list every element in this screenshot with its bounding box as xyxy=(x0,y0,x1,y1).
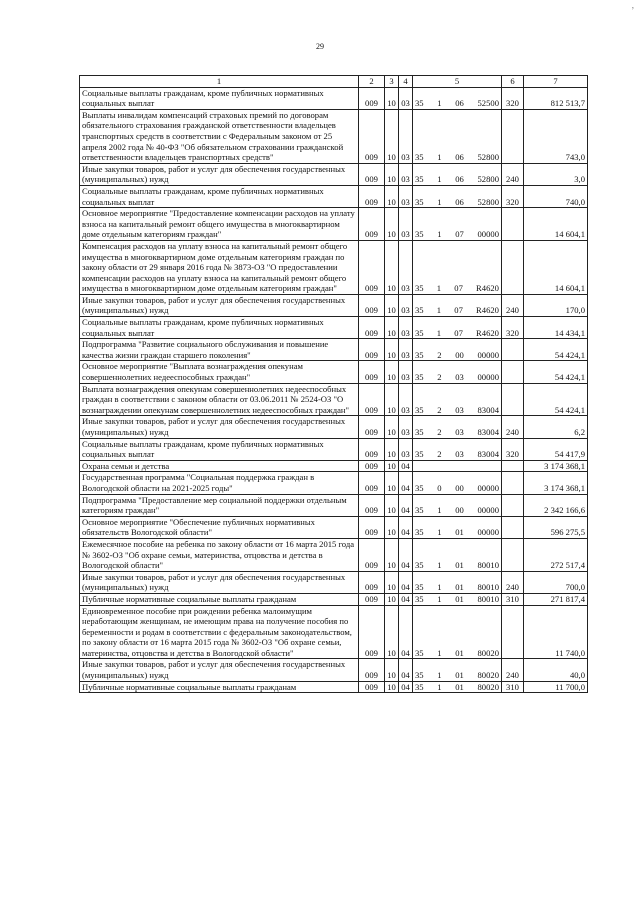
subprogram-code: 1 xyxy=(437,505,442,516)
dept-code: 009 xyxy=(359,317,385,339)
subsection-code: 03 xyxy=(399,87,413,109)
event-code: 01 xyxy=(455,582,464,593)
direction-code: 83004 xyxy=(477,449,499,460)
table-row xyxy=(80,383,588,416)
subsection-code: 04 xyxy=(399,681,413,693)
row-name: Иные закупки товаров, работ и услуг для обеспечения государственных (муниципальных) нужд xyxy=(80,416,359,438)
amount: 272 517,4 xyxy=(524,538,588,571)
program-code: 35 xyxy=(415,449,424,460)
expense-type-code: 240 xyxy=(502,659,524,681)
dept-code: 009 xyxy=(359,538,385,571)
table-row xyxy=(80,571,588,593)
table-row xyxy=(80,361,588,383)
row-name: Публичные нормативные социальные выплаты гражданам xyxy=(80,593,359,605)
amount: 40,0 xyxy=(524,659,588,681)
amount: 6,2 xyxy=(524,416,588,438)
table-row xyxy=(80,185,588,207)
section-code: 10 xyxy=(385,460,399,472)
amount: 3,0 xyxy=(524,163,588,185)
budget-table xyxy=(79,75,588,693)
direction-code: 52800 xyxy=(477,196,499,207)
amount: 743,0 xyxy=(524,109,588,163)
column-number: 1 xyxy=(80,76,359,88)
dept-code: 009 xyxy=(359,659,385,681)
dept-code: 009 xyxy=(359,605,385,659)
program-code: 35 xyxy=(415,505,424,516)
direction-code: 52800 xyxy=(477,174,499,185)
target-article-code xyxy=(413,472,502,494)
section-code: 10 xyxy=(385,593,399,605)
direction-code: 83004 xyxy=(477,427,499,437)
section-code: 10 xyxy=(385,472,399,494)
subsection-code: 03 xyxy=(399,185,413,207)
table-row xyxy=(80,163,588,185)
page-corner-mark: , xyxy=(631,0,634,10)
subsection-code: 03 xyxy=(399,416,413,438)
section-code: 10 xyxy=(385,416,399,438)
section-code: 10 xyxy=(385,240,399,294)
subsection-code: 04 xyxy=(399,494,413,516)
subprogram-code: 0 xyxy=(437,482,442,493)
row-name: Выплата вознаграждения опекунам совершеннолетних недееспособных граждан в соответствии с законом области от 03.06.2011 № 2524-ОЗ "О вознаграждении опекунам совершеннолетних недееспособных граждан" xyxy=(80,383,359,416)
expense-type-code: 240 xyxy=(502,571,524,593)
column-number: 5 xyxy=(413,76,502,88)
dept-code: 009 xyxy=(359,516,385,538)
direction-code: R4620 xyxy=(476,305,499,316)
table-row xyxy=(80,516,588,538)
event-code: 01 xyxy=(455,527,464,538)
subsection-code: 03 xyxy=(399,383,413,416)
section-code: 10 xyxy=(385,163,399,185)
direction-code: R4620 xyxy=(476,327,499,338)
subsection-code: 04 xyxy=(399,460,413,472)
column-number: 4 xyxy=(399,76,413,88)
target-article-code xyxy=(413,109,502,163)
event-code: 01 xyxy=(455,593,464,604)
expense-type-code: 240 xyxy=(502,294,524,316)
expense-type-code xyxy=(502,605,524,659)
table-row xyxy=(80,208,588,241)
amount: 271 817,4 xyxy=(524,593,588,605)
table-row xyxy=(80,472,588,494)
target-article-code xyxy=(413,361,502,383)
section-code: 10 xyxy=(385,516,399,538)
subprogram-code: 1 xyxy=(436,283,442,294)
program-code: 35 xyxy=(415,349,424,360)
event-code: 07 xyxy=(454,283,463,294)
row-name: Иные закупки товаров, работ и услуг для обеспечения государственных (муниципальных) нужд xyxy=(80,571,359,593)
target-article-code xyxy=(413,163,502,185)
expense-type-code: 310 xyxy=(502,593,524,605)
target-article-code xyxy=(413,605,502,659)
row-name: Выплаты инвалидам компенсаций страховых премий по договорам обязательного страхования гражданской ответственности владельцев транспортных средств в соответствии с Федеральным законом от 25 апреля 2002 года № 40-ФЗ "Об обязательном страховании гражданской ответственности владельцев транспортных средств" xyxy=(80,109,359,163)
row-name: Социальные выплаты гражданам, кроме публичных нормативных социальных выплат xyxy=(80,317,359,339)
table-row xyxy=(80,605,588,659)
section-code: 10 xyxy=(385,538,399,571)
event-code: 03 xyxy=(455,372,464,383)
subprogram-code: 1 xyxy=(437,647,442,658)
subsection-code: 03 xyxy=(399,208,413,241)
amount: 54 424,1 xyxy=(524,339,588,361)
program-code: 35 xyxy=(415,527,424,538)
expense-type-code xyxy=(502,109,524,163)
amount: 14 604,1 xyxy=(524,208,588,241)
direction-code: 80010 xyxy=(477,582,499,593)
dept-code: 009 xyxy=(359,361,385,383)
amount: 11 740,0 xyxy=(524,605,588,659)
row-name: Иные закупки товаров, работ и услуг для обеспечения государственных (муниципальных) нужд xyxy=(80,294,359,316)
section-code: 10 xyxy=(385,317,399,339)
expense-type-code xyxy=(502,494,524,516)
dept-code: 009 xyxy=(359,460,385,472)
expense-type-code xyxy=(502,208,524,241)
dept-code: 009 xyxy=(359,416,385,438)
expense-type-code: 320 xyxy=(502,87,524,109)
program-code: 35 xyxy=(415,196,424,207)
section-code: 10 xyxy=(385,383,399,416)
program-code: 35 xyxy=(415,482,424,493)
target-article-code xyxy=(413,87,502,109)
subprogram-code: 1 xyxy=(437,593,442,604)
direction-code: R4620 xyxy=(476,283,499,294)
section-code: 10 xyxy=(385,438,399,460)
expense-type-code xyxy=(502,460,524,472)
program-code: 35 xyxy=(415,174,424,185)
program-code: 35 xyxy=(415,670,424,681)
target-article-code xyxy=(413,208,502,241)
amount: 740,0 xyxy=(524,185,588,207)
dept-code: 009 xyxy=(359,185,385,207)
event-code: 00 xyxy=(455,505,464,516)
section-code: 10 xyxy=(385,681,399,693)
subprogram-code: 2 xyxy=(437,372,442,383)
program-code: 35 xyxy=(415,404,424,415)
amount: 3 174 368,1 xyxy=(524,460,588,472)
row-name: Основное мероприятие "Предоставление компенсации расходов на уплату взноса на капитальный ремонт общего имущества в многоквартирном доме отдельным категориям граждан" xyxy=(80,208,359,241)
section-code: 10 xyxy=(385,185,399,207)
table-row xyxy=(80,681,588,693)
column-number: 7 xyxy=(524,76,588,88)
program-code: 35 xyxy=(415,582,424,593)
table-row xyxy=(80,339,588,361)
subprogram-code: 1 xyxy=(437,670,442,681)
table-row xyxy=(80,460,588,472)
subsection-code: 03 xyxy=(399,438,413,460)
target-article-code xyxy=(413,383,502,416)
target-article-code xyxy=(413,538,502,571)
expense-type-code: 240 xyxy=(502,163,524,185)
subsection-code: 03 xyxy=(399,339,413,361)
program-code: 35 xyxy=(415,283,424,294)
subsection-code: 03 xyxy=(399,294,413,316)
subprogram-code: 1 xyxy=(437,681,442,692)
direction-code: 80020 xyxy=(477,681,499,692)
target-article-code xyxy=(413,416,502,438)
row-name: Социальные выплаты гражданам, кроме публичных нормативных социальных выплат xyxy=(80,438,359,460)
subprogram-code: 1 xyxy=(437,527,442,538)
amount: 596 275,5 xyxy=(524,516,588,538)
subprogram-code: 1 xyxy=(437,229,442,240)
row-name: Иные закупки товаров, работ и услуг для обеспечения государственных (муниципальных) нужд xyxy=(80,659,359,681)
table-row xyxy=(80,438,588,460)
dept-code: 009 xyxy=(359,472,385,494)
dept-code: 009 xyxy=(359,208,385,241)
direction-code: 80010 xyxy=(477,593,499,604)
event-code: 03 xyxy=(455,449,464,460)
target-article-code xyxy=(413,571,502,593)
dept-code: 009 xyxy=(359,163,385,185)
event-code: 03 xyxy=(455,404,464,415)
expense-type-code xyxy=(502,240,524,294)
section-code: 10 xyxy=(385,109,399,163)
target-article-code xyxy=(413,339,502,361)
amount: 812 513,7 xyxy=(524,87,588,109)
row-name: Ежемесячное пособие на ребенка по закону области от 16 марта 2015 года № 3602-ОЗ "Об охране семьи, материнства, отцовства и детства в Вологодской области" xyxy=(80,538,359,571)
page-number: 29 xyxy=(316,42,324,51)
section-code: 10 xyxy=(385,294,399,316)
event-code: 07 xyxy=(454,327,463,338)
target-article-code xyxy=(413,681,502,693)
direction-code: 80020 xyxy=(477,647,499,658)
subsection-code: 03 xyxy=(399,240,413,294)
subprogram-code: 1 xyxy=(436,327,442,338)
amount: 14 604,1 xyxy=(524,240,588,294)
table-row xyxy=(80,416,588,438)
table-row xyxy=(80,317,588,339)
subprogram-code: 1 xyxy=(437,152,442,163)
expense-type-code xyxy=(502,383,524,416)
section-code: 10 xyxy=(385,571,399,593)
event-code: 06 xyxy=(455,196,464,207)
direction-code: 52800 xyxy=(477,152,499,163)
dept-code: 009 xyxy=(359,438,385,460)
subprogram-code: 2 xyxy=(437,449,442,460)
subprogram-code: 1 xyxy=(437,174,442,185)
amount: 54 424,1 xyxy=(524,361,588,383)
dept-code: 009 xyxy=(359,294,385,316)
section-code: 10 xyxy=(385,361,399,383)
target-article-code xyxy=(413,185,502,207)
amount: 54 424,1 xyxy=(524,383,588,416)
program-code: 35 xyxy=(415,560,424,571)
program-code: 35 xyxy=(415,305,424,316)
event-code: 06 xyxy=(455,152,464,163)
section-code: 10 xyxy=(385,339,399,361)
amount: 14 434,1 xyxy=(524,317,588,339)
target-article-code xyxy=(413,494,502,516)
row-name: Единовременное пособие при рождении ребенка малоимущим неработающим женщинам, не имеющим права на получение пособия по беременности и родам в соответствии с федеральным законодательством, по закону области от 16 марта 2015 года № 3602-ОЗ "Об охране семьи, материнства, отцовства и детства в Вологодской области" xyxy=(80,605,359,659)
direction-code: 80010 xyxy=(477,560,499,571)
column-number-row xyxy=(80,76,588,88)
subsection-code: 03 xyxy=(399,361,413,383)
dept-code: 009 xyxy=(359,240,385,294)
target-article-code xyxy=(413,593,502,605)
section-code: 10 xyxy=(385,208,399,241)
dept-code: 009 xyxy=(359,571,385,593)
section-code: 10 xyxy=(385,659,399,681)
event-code: 00 xyxy=(455,349,464,360)
program-code: 35 xyxy=(415,372,424,383)
expense-type-code xyxy=(502,538,524,571)
section-code: 10 xyxy=(385,87,399,109)
program-code: 35 xyxy=(415,593,424,604)
subsection-code: 03 xyxy=(399,317,413,339)
amount: 3 174 368,1 xyxy=(524,472,588,494)
amount: 54 417,9 xyxy=(524,438,588,460)
column-number: 3 xyxy=(385,76,399,88)
event-code: 06 xyxy=(455,98,464,109)
event-code: 01 xyxy=(455,670,464,681)
event-code: 07 xyxy=(455,229,464,240)
direction-code: 00000 xyxy=(477,372,499,383)
table-row xyxy=(80,659,588,681)
expense-type-code xyxy=(502,472,524,494)
target-article-code xyxy=(413,294,502,316)
direction-code: 83004 xyxy=(477,404,499,415)
dept-code: 009 xyxy=(359,593,385,605)
event-code: 01 xyxy=(455,647,464,658)
subprogram-code: 2 xyxy=(437,349,442,360)
row-name: Компенсация расходов на уплату взноса на капитальный ремонт общего имущества в многоквартирном доме отдельным категориям граждан по закону области от 29 января 2016 года № 3873-ОЗ "О предоставлении компенсации расходов на уплату взноса на капитальный ремонт общего имущества в многоквартирном доме отдельным категориям граждан" xyxy=(80,240,359,294)
subprogram-code: 1 xyxy=(437,560,442,571)
row-name: Иные закупки товаров, работ и услуг для обеспечения государственных (муниципальных) нужд xyxy=(80,163,359,185)
target-article-code xyxy=(413,317,502,339)
section-code: 10 xyxy=(385,605,399,659)
dept-code: 009 xyxy=(359,109,385,163)
row-name: Государственная программа "Социальная поддержка граждан в Вологодской области на 2021-2025 годы" xyxy=(80,472,359,494)
row-name: Охрана семьи и детства xyxy=(80,460,359,472)
expense-type-code xyxy=(502,516,524,538)
row-name: Публичные нормативные социальные выплаты гражданам xyxy=(80,681,359,693)
subprogram-code: 2 xyxy=(437,427,442,437)
subsection-code: 03 xyxy=(399,163,413,185)
row-name: Основное мероприятие "Выплата вознаграждения опекунам совершеннолетних недееспособных граждан" xyxy=(80,361,359,383)
subsection-code: 04 xyxy=(399,472,413,494)
program-code: 35 xyxy=(415,681,424,692)
subsection-code: 04 xyxy=(399,516,413,538)
amount: 2 342 166,6 xyxy=(524,494,588,516)
dept-code: 009 xyxy=(359,87,385,109)
target-article-code xyxy=(413,516,502,538)
direction-code: 00000 xyxy=(477,527,499,538)
row-name: Подпрограмма "Предоставление мер социальной поддержки отдельным категориям граждан" xyxy=(80,494,359,516)
table-row xyxy=(80,87,588,109)
program-code: 35 xyxy=(415,647,424,658)
program-code: 35 xyxy=(415,427,424,437)
subsection-code: 04 xyxy=(399,659,413,681)
subprogram-code: 1 xyxy=(437,98,442,109)
subsection-code: 04 xyxy=(399,571,413,593)
dept-code: 009 xyxy=(359,681,385,693)
row-name: Подпрограмма "Развитие социального обслуживания и повышение качества жизни граждан старшего поколения" xyxy=(80,339,359,361)
direction-code: 00000 xyxy=(477,505,499,516)
subprogram-code: 1 xyxy=(436,305,442,316)
direction-code: 80020 xyxy=(477,670,499,681)
direction-code: 52500 xyxy=(477,98,499,109)
direction-code: 00000 xyxy=(477,229,499,240)
section-code: 10 xyxy=(385,494,399,516)
table-row xyxy=(80,240,588,294)
direction-code: 00000 xyxy=(477,482,499,493)
target-article-code xyxy=(413,460,502,472)
target-article-code xyxy=(413,438,502,460)
target-article-code xyxy=(413,659,502,681)
expense-type-code: 240 xyxy=(502,416,524,438)
subsection-code: 04 xyxy=(399,538,413,571)
amount: 170,0 xyxy=(524,294,588,316)
subsection-code: 04 xyxy=(399,605,413,659)
expense-type-code: 320 xyxy=(502,185,524,207)
event-code: 01 xyxy=(455,560,464,571)
event-code: 07 xyxy=(454,305,463,316)
expense-type-code: 320 xyxy=(502,438,524,460)
subprogram-code: 1 xyxy=(437,582,442,593)
row-name: Социальные выплаты гражданам, кроме публичных нормативных социальных выплат xyxy=(80,87,359,109)
event-code: 06 xyxy=(455,174,464,185)
amount: 700,0 xyxy=(524,571,588,593)
table-row xyxy=(80,494,588,516)
program-code: 35 xyxy=(415,98,424,109)
row-name: Социальные выплаты гражданам, кроме публичных нормативных социальных выплат xyxy=(80,185,359,207)
event-code: 01 xyxy=(455,681,464,692)
expense-type-code: 320 xyxy=(502,317,524,339)
subsection-code: 04 xyxy=(399,593,413,605)
column-number: 6 xyxy=(502,76,524,88)
direction-code: 00000 xyxy=(477,349,499,360)
event-code: 00 xyxy=(455,482,464,493)
subsection-code: 03 xyxy=(399,109,413,163)
table-row xyxy=(80,294,588,316)
expense-type-code xyxy=(502,361,524,383)
event-code: 03 xyxy=(455,427,464,437)
program-code: 35 xyxy=(415,229,424,240)
program-code: 35 xyxy=(415,327,424,338)
table-row xyxy=(80,109,588,163)
dept-code: 009 xyxy=(359,383,385,416)
target-article-code xyxy=(413,240,502,294)
subprogram-code: 2 xyxy=(437,404,442,415)
dept-code: 009 xyxy=(359,339,385,361)
dept-code: 009 xyxy=(359,494,385,516)
expense-type-code: 310 xyxy=(502,681,524,693)
subprogram-code: 1 xyxy=(437,196,442,207)
column-number: 2 xyxy=(359,76,385,88)
row-name: Основное мероприятие "Обеспечение публичных нормативных обязательств Вологодской области" xyxy=(80,516,359,538)
expense-type-code xyxy=(502,339,524,361)
table-row xyxy=(80,538,588,571)
table-row xyxy=(80,593,588,605)
program-code: 35 xyxy=(415,152,424,163)
amount: 11 700,0 xyxy=(524,681,588,693)
